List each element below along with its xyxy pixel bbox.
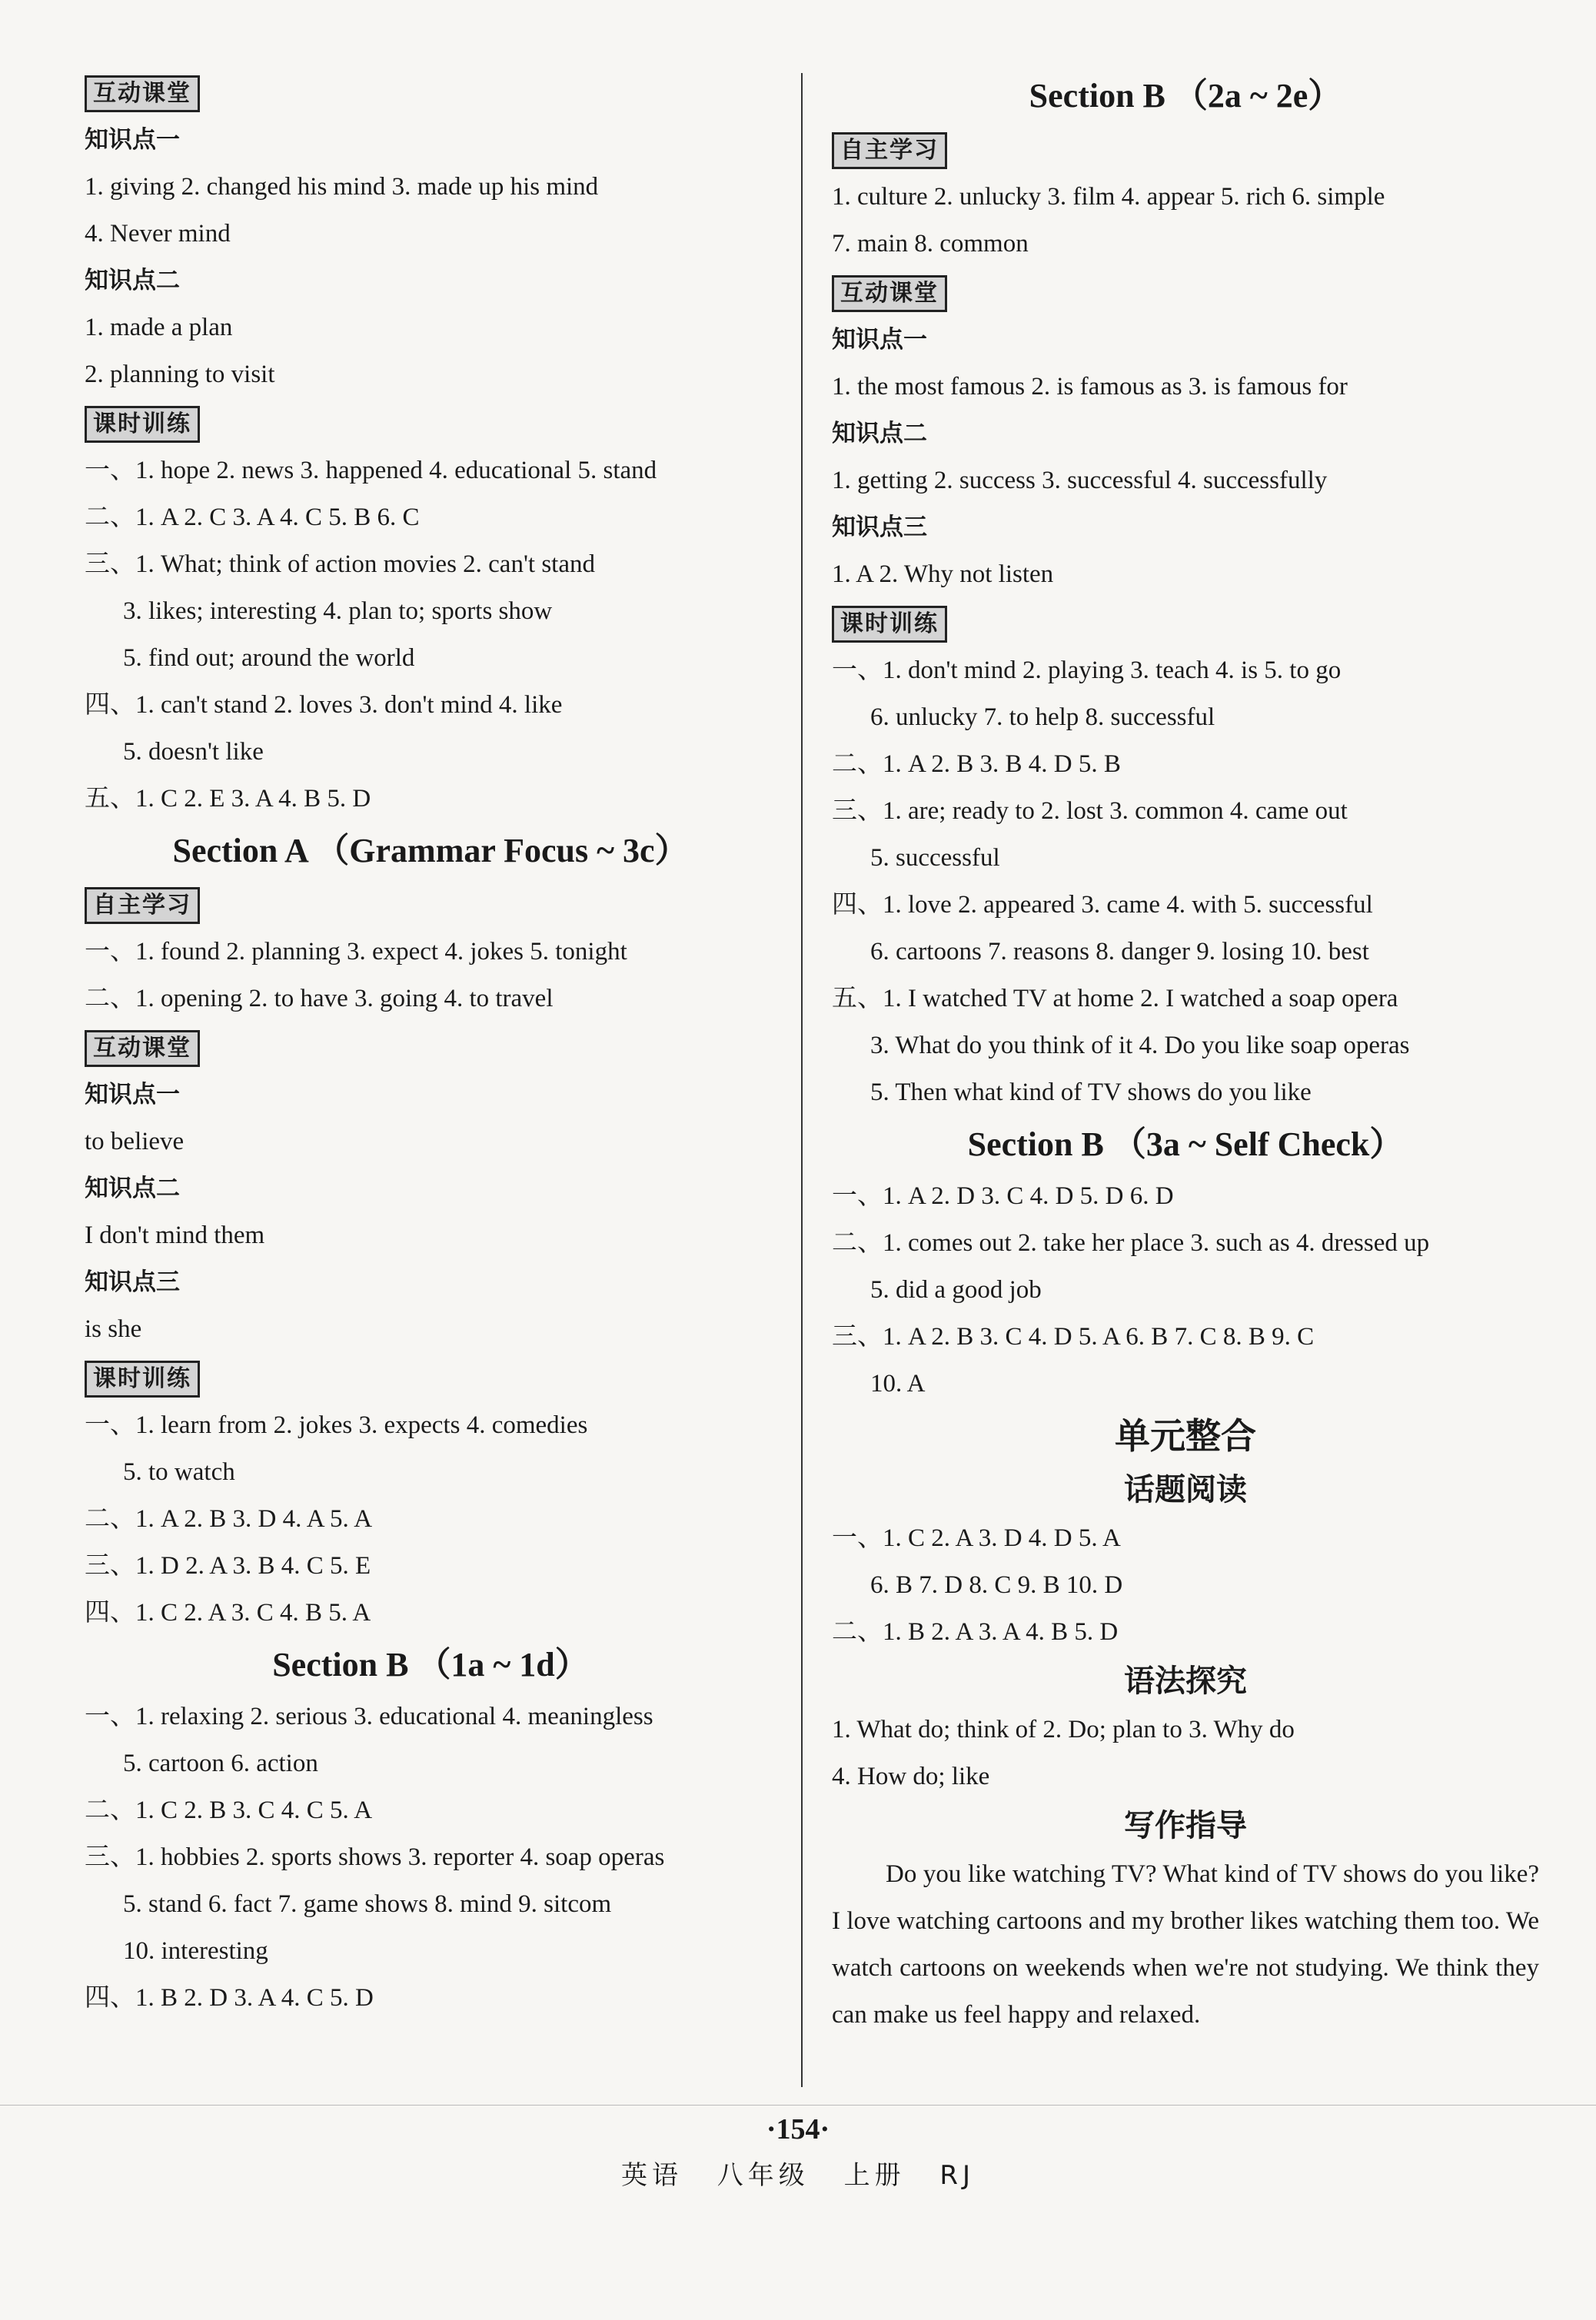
answer-line: 1. giving 2. changed his mind 3. made up his mind xyxy=(85,173,599,201)
answer-line: 三、1. D 2. A 3. B 4. C 5. E xyxy=(85,1552,371,1580)
answer-line-indented: 5. stand 6. fact 7. game shows 8. mind 9. sitcom xyxy=(123,1890,612,1918)
answer-line: 五、1. C 2. E 3. A 4. B 5. D xyxy=(85,785,371,813)
answer-line-indented: 10. interesting xyxy=(123,1937,268,1965)
section-tag: 课时训练 xyxy=(85,1361,200,1398)
answer-line-indented: 5. Then what kind of TV shows do you like xyxy=(870,1079,1312,1106)
knowledge-point-heading: 知识点三 xyxy=(832,514,927,541)
answer-line: 五、1. I watched TV at home 2. I watched a soap opera xyxy=(832,985,1398,1012)
subsection-heading: 写作指导 xyxy=(1124,1808,1247,1843)
knowledge-point-heading: 知识点一 xyxy=(832,326,927,354)
answer-line: is she xyxy=(85,1315,142,1343)
answer-line: 一、1. hope 2. news 3. happened 4. educational 5. stand xyxy=(85,457,657,484)
page-footer xyxy=(0,2106,1596,2199)
answer-line-indented: 5. successful xyxy=(870,844,1000,872)
knowledge-point-heading: 知识点三 xyxy=(85,1268,180,1296)
answer-line: 二、1. comes out 2. take her place 3. such as 4. dressed up xyxy=(832,1229,1430,1257)
answer-line-indented: 10. A xyxy=(870,1370,926,1398)
answer-line: 1. What do; think of 2. Do; plan to 3. Why do xyxy=(832,1716,1295,1743)
answer-line: 4. How do; like xyxy=(832,1763,990,1790)
answer-line: 二、1. A 2. B 3. D 4. A 5. A xyxy=(85,1505,373,1533)
answer-line: 1. made a plan xyxy=(85,314,233,341)
book-info xyxy=(0,2152,1596,2199)
footer-rule xyxy=(0,2105,1596,2106)
knowledge-point-heading: 知识点二 xyxy=(85,267,180,294)
answer-line-indented: 5. cartoon 6. action xyxy=(123,1750,318,1777)
section-tag: 自主学习 xyxy=(85,887,200,924)
section-tag: 课时训练 xyxy=(832,606,947,643)
answer-line: 二、1. B 2. A 3. A 4. B 5. D xyxy=(832,1618,1119,1646)
right-column xyxy=(832,68,1539,2039)
knowledge-point-heading: 知识点二 xyxy=(832,420,927,447)
subject-label: 英语 xyxy=(620,2160,683,2191)
answer-line-indented: 5. to watch xyxy=(123,1458,235,1486)
grade-label: 八年级 xyxy=(717,2160,810,2191)
left-column xyxy=(85,68,776,2022)
answer-line: 二、1. C 2. B 3. C 4. C 5. A xyxy=(85,1797,373,1824)
knowledge-point-heading: 知识点二 xyxy=(85,1175,180,1202)
subsection-heading: 语法探究 xyxy=(1124,1664,1247,1699)
answer-line: 4. Never mind xyxy=(85,220,231,248)
answer-line: 1. A 2. Why not listen xyxy=(832,560,1054,588)
answer-line: 二、1. A 2. C 3. A 4. C 5. B 6. C xyxy=(85,504,420,531)
answer-line-indented: 5. doesn't like xyxy=(123,738,264,766)
answer-line-indented: 6. unlucky 7. to help 8. successful xyxy=(870,703,1215,731)
edition-label: RJ xyxy=(939,2160,976,2191)
answer-line-indented: 6. cartoons 7. reasons 8. danger 9. losing 10. best xyxy=(870,938,1369,966)
knowledge-point-heading: 知识点一 xyxy=(85,1081,180,1108)
answer-line: 1. the most famous 2. is famous as 3. is famous for xyxy=(832,373,1348,401)
column-divider xyxy=(801,73,803,2087)
section-heading: Section B （1a ~ 1d） xyxy=(272,1646,589,1683)
answer-line-indented: 6. B 7. D 8. C 9. B 10. D xyxy=(870,1571,1123,1599)
unit-summary-title: 单元整合 xyxy=(1115,1415,1256,1457)
section-tag: 互动课堂 xyxy=(85,1030,200,1067)
answer-line: 一、1. C 2. A 3. D 4. D 5. A xyxy=(832,1524,1121,1552)
answer-line: 三、1. What; think of action movies 2. can't stand xyxy=(85,550,595,578)
section-tag: 自主学习 xyxy=(832,132,947,169)
answer-line-indented: 5. find out; around the world xyxy=(123,644,415,672)
answer-line: to believe xyxy=(85,1128,185,1155)
answer-line: 四、1. B 2. D 3. A 4. C 5. D xyxy=(85,1984,374,2012)
knowledge-point-heading: 知识点一 xyxy=(85,126,180,154)
answer-line: 三、1. A 2. B 3. C 4. D 5. A 6. B 7. C 8. B 9. C xyxy=(832,1323,1315,1351)
answer-line: 一、1. found 2. planning 3. expect 4. jokes 5. tonight xyxy=(85,938,627,966)
answer-line: 四、1. C 2. A 3. C 4. B 5. A xyxy=(85,1599,371,1627)
section-tag: 课时训练 xyxy=(85,406,200,443)
answer-line-indented: 3. likes; interesting 4. plan to; sports show xyxy=(123,597,553,625)
answer-line: 7. main 8. common xyxy=(832,230,1029,258)
answer-line: 四、1. love 2. appeared 3. came 4. with 5. successful xyxy=(832,891,1373,919)
answer-line: 二、1. A 2. B 3. B 4. D 5. B xyxy=(832,750,1121,778)
section-heading: Section B （2a ~ 2e） xyxy=(1029,77,1342,115)
section-tag: 互动课堂 xyxy=(832,275,947,312)
answer-line: 1. culture 2. unlucky 3. film 4. appear 5. rich 6. simple xyxy=(832,183,1385,211)
answer-line-indented: 5. did a good job xyxy=(870,1276,1042,1304)
section-tag: 互动课堂 xyxy=(85,75,200,112)
answer-line: 一、1. don't mind 2. playing 3. teach 4. is 5. to go xyxy=(832,656,1342,684)
answer-line: 四、1. can't stand 2. loves 3. don't mind 4. like xyxy=(85,691,563,719)
answer-line: 三、1. hobbies 2. sports shows 3. reporter 4. soap operas xyxy=(85,1843,665,1871)
section-heading: Section A （Grammar Focus ~ 3c） xyxy=(172,832,689,869)
answer-line: I don't mind them xyxy=(85,1221,265,1249)
answer-line: 2. planning to visit xyxy=(85,361,275,388)
answer-line: 一、1. learn from 2. jokes 3. expects 4. comedies xyxy=(85,1411,588,1439)
answer-line: 三、1. are; ready to 2. lost 3. common 4. came out xyxy=(832,797,1348,825)
answer-line: 二、1. opening 2. to have 3. going 4. to travel xyxy=(85,985,554,1012)
page-number: ·154· xyxy=(766,2113,830,2146)
answer-line-indented: 3. What do you think of it 4. Do you like soap operas xyxy=(870,1032,1410,1059)
answer-line: 一、1. A 2. D 3. C 4. D 5. D 6. D xyxy=(832,1182,1174,1210)
writing-sample-paragraph: Do you like watching TV? What kind of TV shows do you like? I love watching cartoons and my brother likes watching them too. We watch cartoons on weekends when we're not studying. We think they can make us feel happy and relaxed. xyxy=(832,1860,1539,2029)
section-heading: Section B （3a ~ Self Check） xyxy=(967,1125,1404,1163)
answer-line: 一、1. relaxing 2. serious 3. educational 4. meaningless xyxy=(85,1703,653,1730)
answer-line: 1. getting 2. success 3. successful 4. successfully xyxy=(832,467,1328,494)
volume-label: 上册 xyxy=(843,2160,906,2191)
subsection-heading: 话题阅读 xyxy=(1124,1472,1247,1507)
